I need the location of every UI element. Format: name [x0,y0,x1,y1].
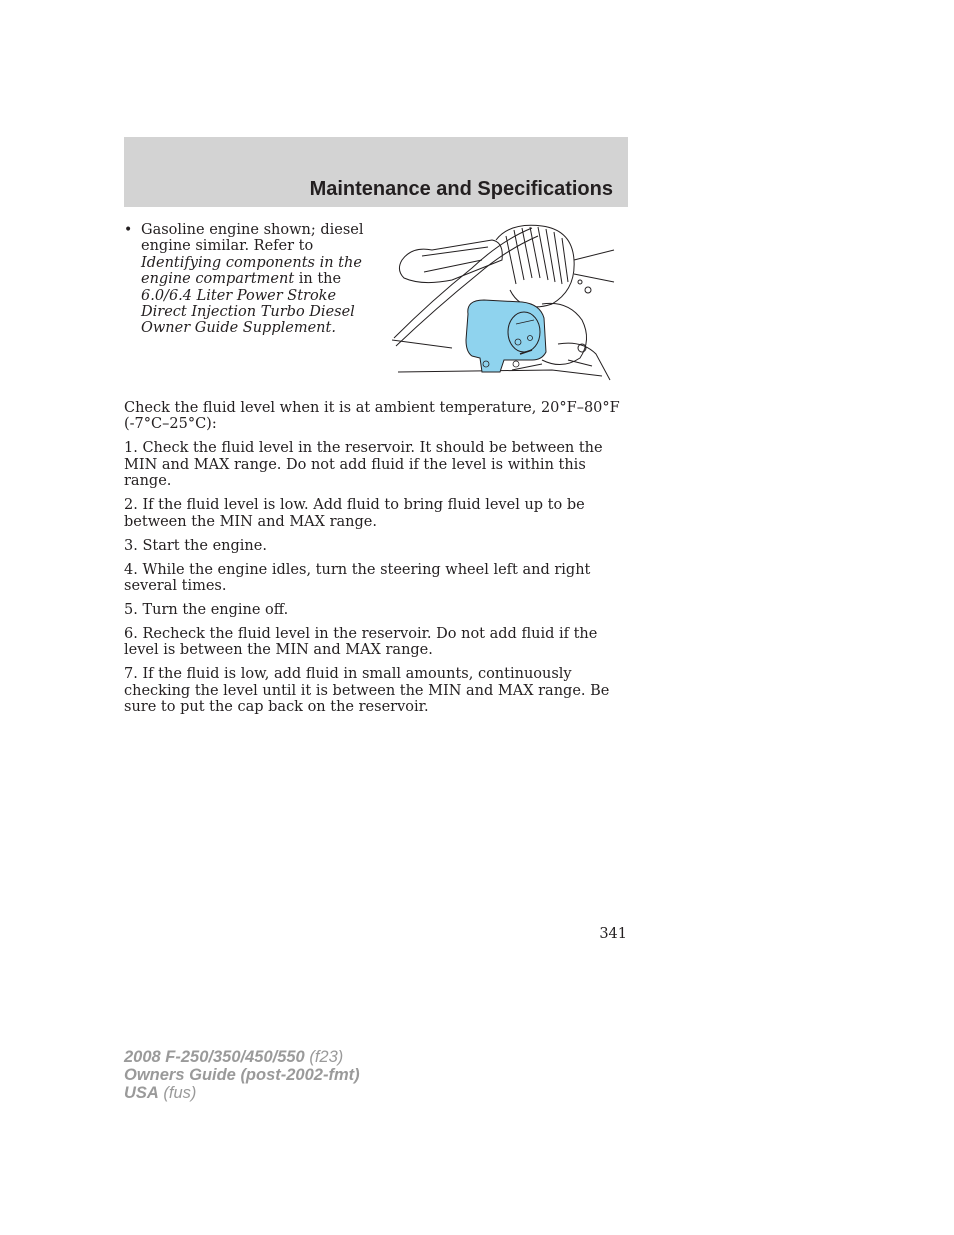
footer-model: 2008 F-250/350/450/550 [124,1048,305,1066]
reservoir-highlight [466,300,546,372]
bullet-note [124,222,376,337]
bullet-text-part1: Gasoline engine shown; diesel engine similar. Refer to [141,222,364,255]
step-3: 3. Start the engine. [124,537,267,554]
document-footer [124,1048,360,1102]
step-5: 5. Turn the engine off. [124,602,289,619]
instructions [124,400,629,723]
step-6: 6. Recheck the fluid level in the reservoir. Do not add fluid if the level is between the MIN and MAX range. [124,626,598,659]
footer-market-code: (fus) [158,1084,197,1102]
footer-line-1 [124,1048,360,1066]
step-1: 1. Check the fluid level in the reservoir. It should be between the MIN and MAX range. Do not add fluid if the level is within this range. [124,440,603,490]
page-number: 341 [599,926,627,942]
footer-line-2: Owners Guide (post-2002-fmt) [124,1066,360,1084]
step-7: 7. If the fluid is low, add fluid in small amounts, continuously checking the level until it is between the MIN and MAX range. Be sure to put the cap back on the reservoir. [124,666,610,716]
section-header-band [124,137,628,207]
footer-line-3 [124,1084,360,1102]
footer-market: USA [124,1084,159,1102]
step-4: 4. While the engine idles, turn the steering wheel left and right several times. [124,561,591,595]
bullet-symbol: • [124,222,133,238]
bullet-text [141,222,376,337]
power-steering-reservoir-illustration [392,220,616,384]
intro-paragraph: Check the fluid level when it is at ambient temperature, 20°F–80°F (-7°C–25°C): [124,400,620,433]
step-2: 2. If the fluid level is low. Add fluid to bring fluid level up to be between the MIN and MAX range. [124,497,585,530]
section-title: Maintenance and Specifications [309,178,613,200]
bullet-text-part2: in the [294,271,342,288]
footer-model-code: (f23) [304,1048,344,1066]
bullet-reference-2: 6.0/6.4 Liter Power Stroke Direct Injection Turbo Diesel Owner Guide Supplement. [141,287,355,337]
bullet-reference-1: Identifying components in the engine compartment [141,254,362,288]
